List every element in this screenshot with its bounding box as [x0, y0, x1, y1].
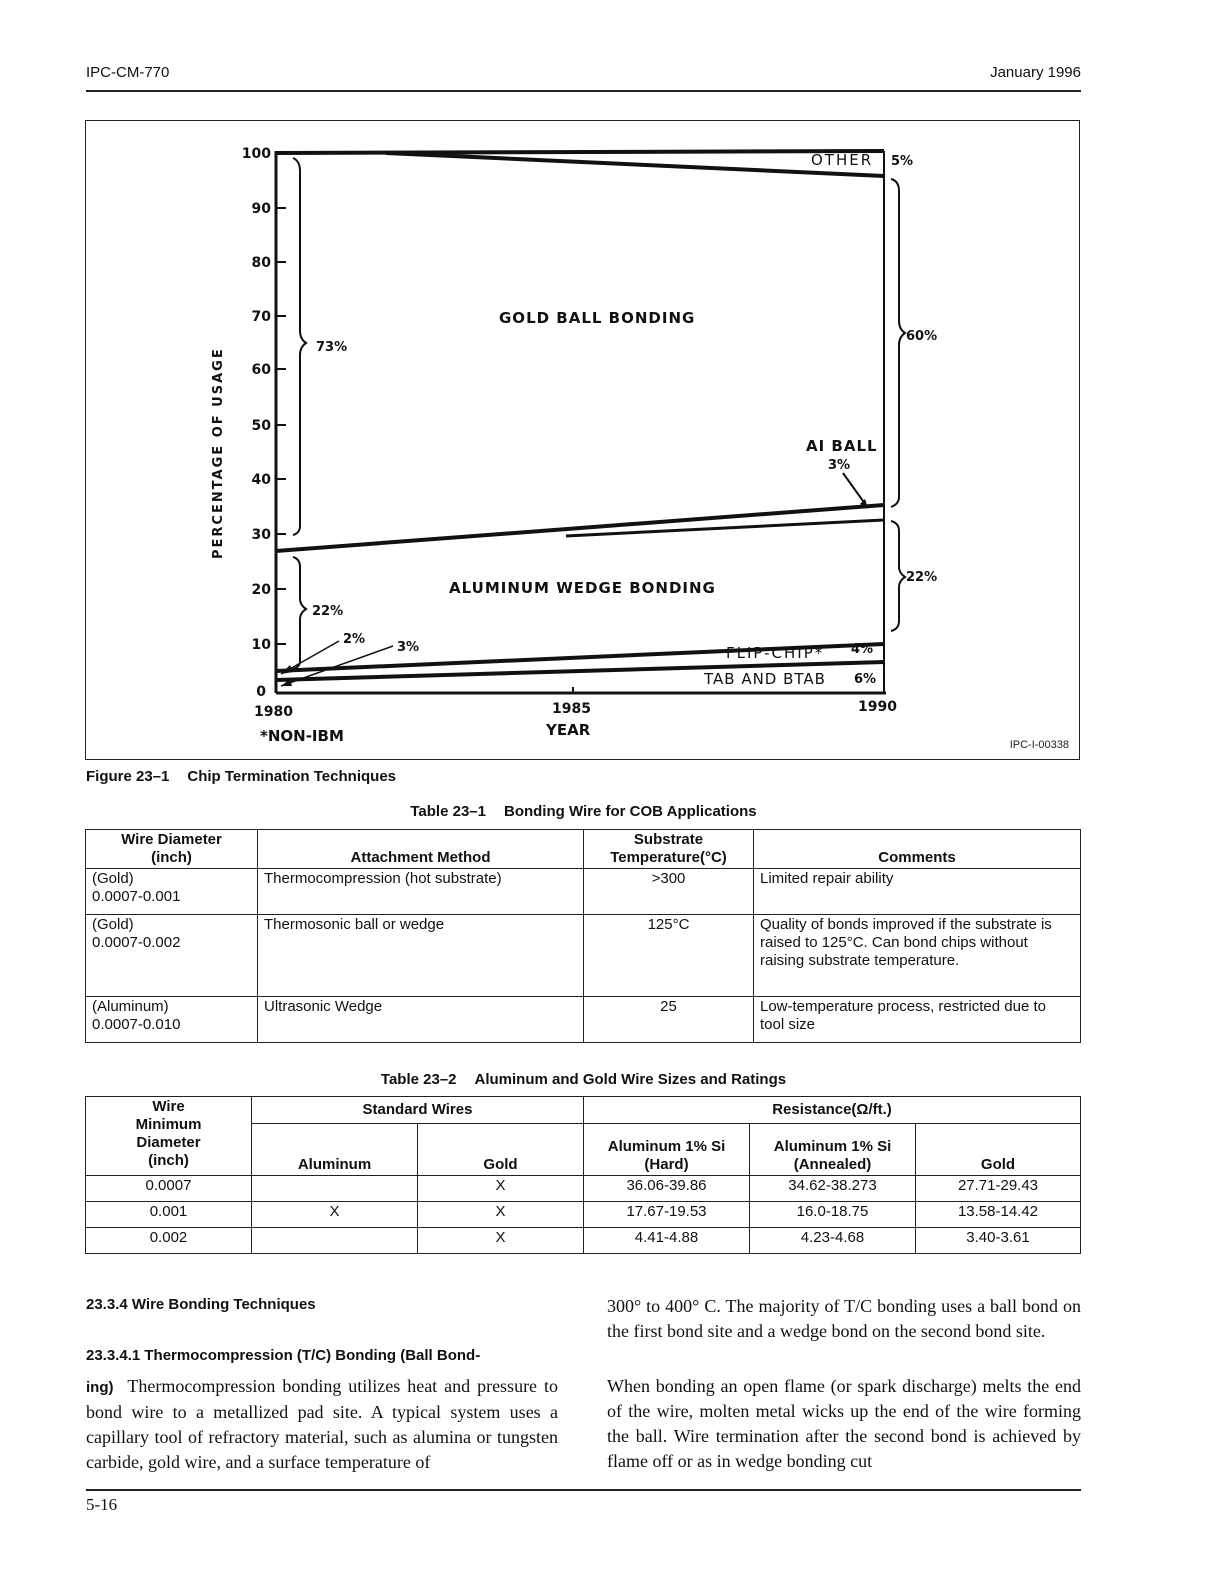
table1-header-row	[86, 830, 1081, 869]
table2-header-aluminum: Aluminum	[252, 1124, 418, 1176]
page-number: 5-16	[86, 1495, 118, 1514]
label-tab-btab: TAB AND BTAB	[704, 670, 826, 688]
table2-header-standard-wires: Standard Wires	[252, 1097, 584, 1124]
x-axis-label: YEAR	[546, 721, 591, 739]
y-tick-50: 50	[251, 418, 271, 434]
table2-header-al-hard: Aluminum 1% Si (Hard)	[584, 1124, 750, 1176]
label-al-right-pct: 22%	[906, 570, 938, 585]
figure-caption	[86, 768, 396, 785]
section-heading-23-3-4: 23.3.4 Wire Bonding Techniques	[86, 1296, 316, 1313]
label-aluminum-wedge-bonding: ALUMINUM WEDGE BONDING	[449, 579, 716, 597]
chart	[86, 121, 1081, 761]
table2-header-resistance: Resistance(Ω/ft.)	[584, 1097, 1081, 1124]
table2-header-al-annealed: Aluminum 1% Si (Annealed)	[750, 1124, 916, 1176]
label-gold-left-pct: 73%	[316, 340, 348, 355]
table2-header-diameter: Wire Minimum Diameter (inch)	[86, 1097, 252, 1176]
y-tick-0: 0	[256, 684, 266, 700]
table1	[85, 829, 1081, 1043]
y-tick-100: 100	[241, 146, 271, 162]
table-row: (Gold) 0.0007-0.001 Thermocompression (hot substrate) >300 Limited repair ability	[86, 869, 1081, 915]
table2-caption	[86, 1071, 1081, 1088]
label-tab-left-pct: 3%	[397, 640, 420, 655]
table-row: (Aluminum) 0.0007-0.010 Ultrasonic Wedge 25 Low-temperature process, restricted due to tool size	[86, 997, 1081, 1043]
table-row: 0.0007 X 36.06-39.86 34.62-38.273 27.71-29.43	[86, 1176, 1081, 1202]
table1-header-method: Attachment Method	[258, 830, 584, 869]
table2-title: Aluminum and Gold Wire Sizes and Ratings	[474, 1071, 787, 1088]
label-flip-chip-pct: 4%	[851, 642, 874, 657]
paragraph-flame-off: When bonding an open flame (or spark discharge) melts the end of the wire, molten metal wicks up the end of the wire forming the ball. Wire termination after the second bond is achieved by flame off or as in wedge bonding cut	[607, 1376, 1081, 1471]
footer-rule	[86, 1489, 1081, 1491]
y-axis-label: PERCENTAGE OF USAGE	[211, 347, 226, 559]
document-id: IPC-CM-770	[86, 64, 170, 81]
non-ibm-footnote: *NON-IBM	[260, 727, 344, 745]
y-tick-80: 80	[251, 255, 271, 271]
y-tick-40: 40	[251, 472, 271, 488]
label-flip-chip: FLIP-CHIP*	[726, 644, 825, 662]
table1-caption	[86, 803, 1081, 820]
table1-title: Bonding Wire for COB Applications	[503, 803, 757, 820]
table2-group-header-row	[86, 1097, 1081, 1124]
paragraph-ball-bond: 300° to 400° C. The majority of T/C bonding uses a ball bond on the first bond site and a wedge bond on the second bond site.	[607, 1296, 1081, 1341]
table2	[85, 1096, 1081, 1254]
y-tick-70: 70	[251, 309, 271, 325]
paragraph-thermocompression: ing) Thermocompression bonding utilizes heat and pressure to bond wire to a metallized pad site. A typical system uses a capillary tool of refractory material, such as alumina or tungsten carbide, gold wire, and a surface temperature of	[86, 1376, 558, 1472]
label-gold-ball-bonding: GOLD BALL BONDING	[499, 309, 696, 327]
label-other-pct: 5%	[891, 154, 914, 169]
label-al-ball: AI BALL	[806, 437, 878, 455]
label-flip-left-pct: 2%	[343, 632, 366, 647]
figure-number: Figure 23–1	[86, 768, 170, 785]
x-tick-1980: 1980	[254, 704, 293, 720]
document-date: January 1996	[990, 64, 1081, 81]
label-gold-right-pct: 60%	[906, 329, 938, 344]
table2-number: Table 23–2	[380, 1071, 457, 1088]
table1-number: Table 23–1	[410, 803, 486, 820]
label-al-left-pct: 22%	[312, 604, 344, 619]
x-tick-1990: 1990	[858, 699, 897, 715]
label-al-ball-pct: 3%	[828, 458, 851, 473]
y-tick-90: 90	[251, 201, 271, 217]
figure-image-id: IPC-I-00338	[1009, 739, 1069, 751]
label-other: OTHER	[811, 151, 874, 169]
section-heading-continuation: ing)	[86, 1379, 114, 1396]
y-tick-30: 30	[251, 527, 271, 543]
x-tick-1985: 1985	[552, 701, 591, 717]
y-tick-20: 20	[251, 582, 271, 598]
figure-title: Chip Termination Techniques	[187, 768, 396, 785]
label-tab-btab-pct: 6%	[854, 672, 877, 687]
y-tick-10: 10	[251, 637, 271, 653]
table1-header-temp: Substrate Temperature(°C)	[584, 830, 754, 869]
table2-header-gold: Gold	[418, 1124, 584, 1176]
table-row: 0.001 X X 17.67-19.53 16.0-18.75 13.58-14.42	[86, 1202, 1081, 1228]
section-heading-23-3-4-1: 23.3.4.1 Thermocompression (T/C) Bonding (Ball Bond-	[86, 1347, 481, 1364]
table1-header-diameter: Wire Diameter (inch)	[86, 830, 258, 869]
table-row: 0.002 X 4.41-4.88 4.23-4.68 3.40-3.61	[86, 1228, 1081, 1254]
figure-frame	[85, 120, 1080, 760]
header-rule	[86, 90, 1081, 92]
y-tick-60: 60	[251, 362, 271, 378]
table-row: (Gold) 0.0007-0.002 Thermosonic ball or wedge 125°C Quality of bonds improved if the substrate is raised to 125°C. Can bond chips without raising substrate temperature.	[86, 915, 1081, 997]
table2-header-gold-resistance: Gold	[916, 1124, 1081, 1176]
table1-header-comments: Comments	[754, 830, 1081, 869]
